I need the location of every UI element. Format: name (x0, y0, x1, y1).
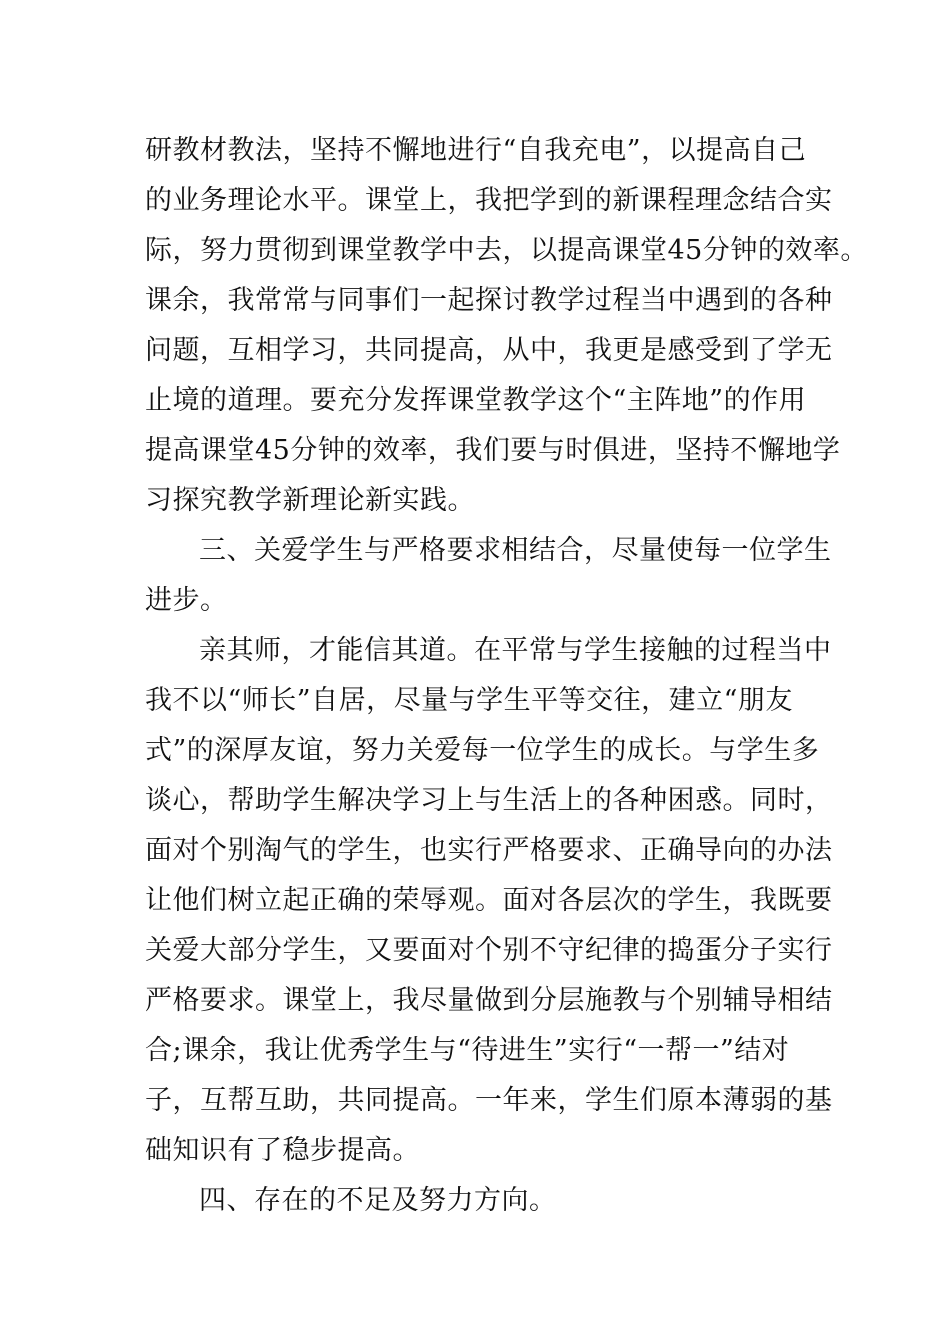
text-line: 础知识有了稳步提高。 (145, 1135, 420, 1166)
text-line: 子，互帮互助，共同提高。一年来，学生们原本薄弱的基 (145, 1085, 833, 1116)
text-line: 谈心，帮助学生解决学习上与生活上的各种困惑。同时， (145, 785, 833, 816)
text-line: 让他们树立起正确的荣辱观。面对各层次的学生，我既要 (145, 885, 833, 916)
text-line: 的业务理论水平。课堂上，我把学到的新课程理念结合实 (145, 185, 833, 216)
text-line: 止境的道理。要充分发挥课堂教学这个“主阵地”的作用 (145, 385, 807, 416)
text-line: 严格要求。课堂上，我尽量做到分层施教与个别辅导相结 (145, 985, 833, 1016)
text-line: 关爱大部分学生，又要面对个别不守纪律的捣蛋分子实行 (145, 935, 833, 966)
paragraph-first-line: 亲其师，才能信其道。在平常与学生接触的过程当中 (199, 635, 832, 666)
text-line: 问题，互相学习，共同提高，从中，我更是感受到了学无 (145, 335, 833, 366)
text-line: 研教材教法，坚持不懈地进行“自我充电”，以提高自己 (145, 135, 807, 166)
text-line: 面对个别淘气的学生，也实行严格要求、正确导向的办法 (145, 835, 833, 866)
section-heading-3: 三、关爱学生与严格要求相结合，尽量使每一位学生 (199, 535, 832, 566)
text-line: 习探究教学新理论新实践。 (145, 485, 475, 516)
text-line: 课余，我常常与同事们一起探讨教学过程当中遇到的各种 (145, 285, 833, 316)
text-line: 提高课堂45分钟的效率，我们要与时俱进，坚持不懈地学 (145, 435, 841, 466)
text-line: 我不以“师长”自居，尽量与学生平等交往，建立“朋友 (145, 685, 793, 716)
text-line: 合;课余，我让优秀学生与“待进生”实行“一帮一”结对 (145, 1035, 790, 1066)
section-heading-4: 四、存在的不足及努力方向。 (199, 1185, 557, 1216)
text-line: 进步。 (145, 585, 228, 616)
text-line: 际，努力贯彻到课堂教学中去，以提高课堂45分钟的效率。 (145, 235, 868, 266)
text-line: 式”的深厚友谊，努力关爱每一位学生的成长。与学生多 (145, 735, 820, 766)
